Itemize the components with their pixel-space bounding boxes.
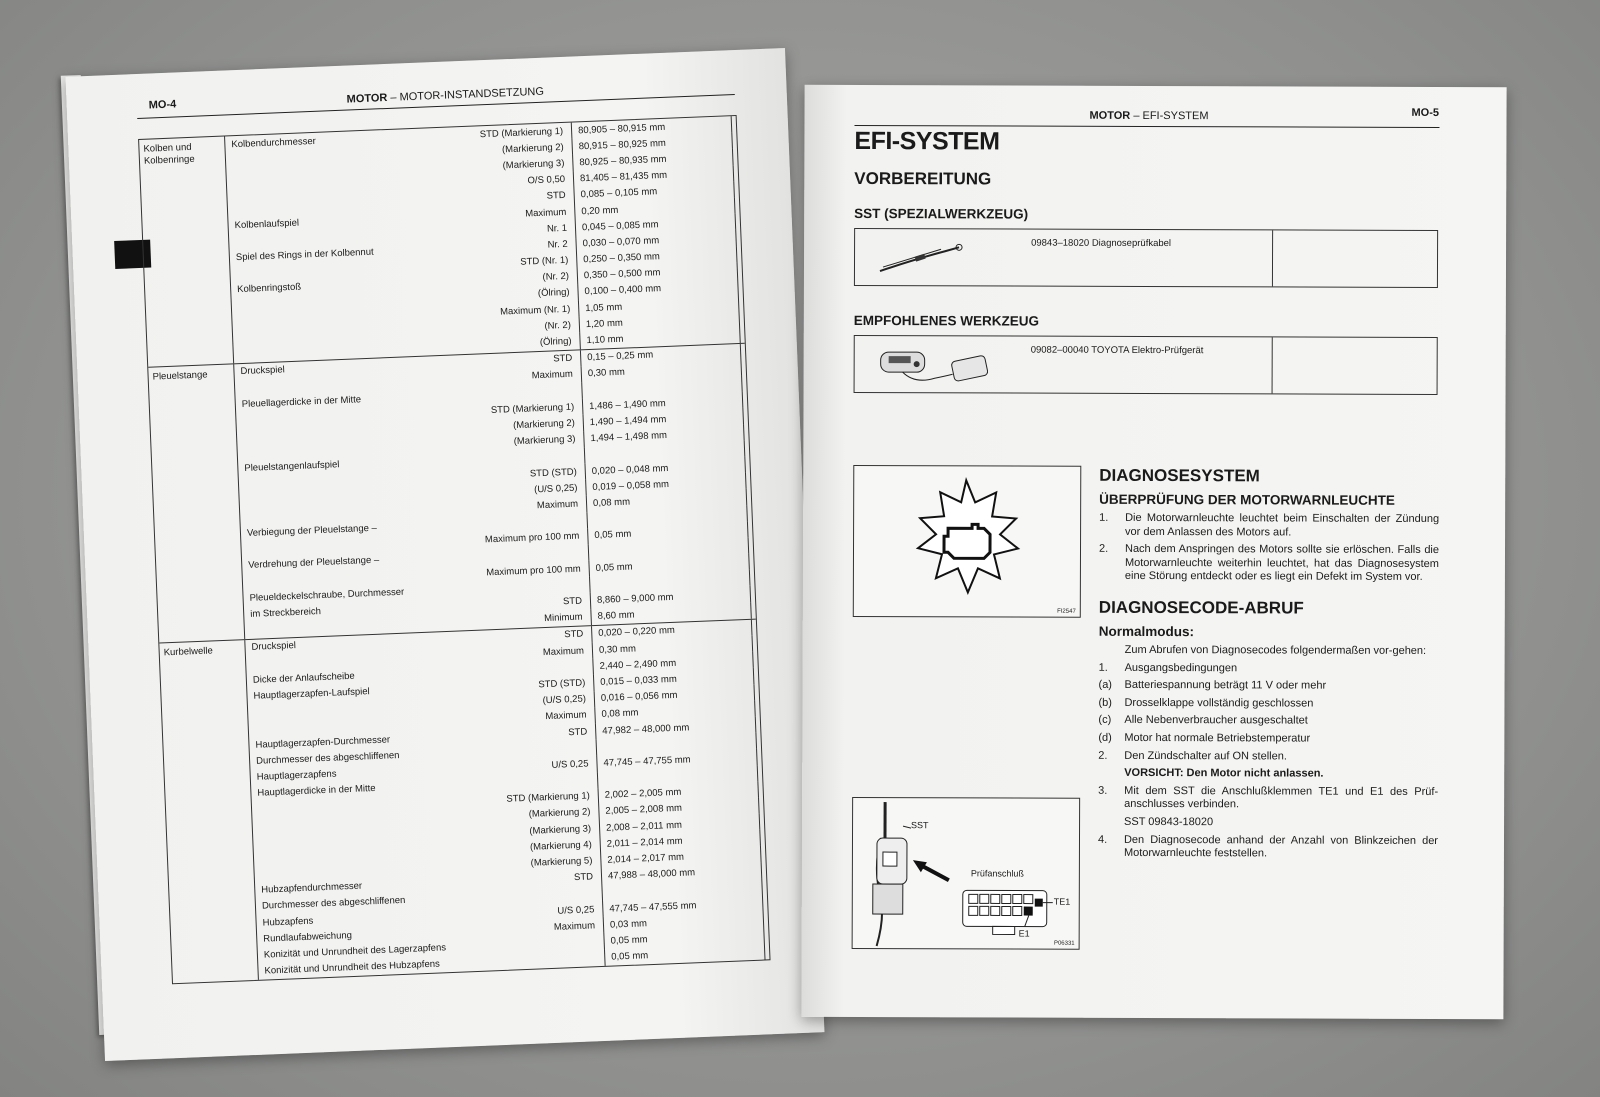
step-item: (a) Batteriespannung beträgt 11 V oder mehr [1098,678,1327,692]
spec-param [253,832,498,842]
spec-value: 0,016 – 0,056 mm [595,684,756,707]
sst-tool-box [854,228,1438,288]
spec-param [254,848,499,858]
spec-component [148,364,245,642]
spec-param: Durchmesser des abgeschliffenen [255,749,400,767]
spec-condition: STD [494,723,597,743]
spec-param [239,475,484,485]
spec-param [248,703,493,713]
step-item: (b) Drosselklappe vollständig geschlossen [1098,696,1314,710]
spec-param: Konizität und Unrundheit des Hubzapfens [264,958,441,977]
spec-condition: (Markierung 3) [498,820,601,840]
spec-condition: STD [489,593,592,613]
spec-param: Pleueldeckelschraube, Durchmesser [249,586,405,604]
spec-condition: STD (Nr. 1) [475,252,578,272]
spec-value: 0,08 mm [595,700,756,723]
spec-value: 8,60 mm [591,602,752,625]
spec-condition: STD [500,869,603,889]
spec-param: Kolbenlaufspiel [234,217,300,231]
spec-value: 80,905 – 80,915 mm [572,116,733,139]
spec-param [240,492,485,502]
spec-param: Pleuelstangenlaufspiel [244,459,340,475]
diagnostic-cable-icon [875,237,965,277]
spec-group [139,116,745,367]
component-label: Pleuelstange [152,369,208,383]
spec-value: 2,440 – 2,490 mm [593,652,754,675]
step-item: 3. Mit dem SST die Anschlußklemmen TE1 und E1 des Prüf-anschlusses verbinden. [1098,784,1439,811]
spec-condition: STD (Markierung 1) [470,123,573,143]
spec-value: 0,08 mm [587,489,748,512]
step-item: 4. Den Diagnosecode anhand der Anzahl von Blinkzeichen der Motorwarnleuchte feststellen. [1097,833,1439,860]
spec-value: 2,011 – 2,014 mm [600,830,761,853]
spec-param: Hauptlagerzapfens [256,768,337,783]
spec-param: Durchmesser des abgeschliffenen [261,895,406,913]
spec-param: Verbiegung der Pleuelstange – [246,522,378,540]
electric-tester-icon [875,344,1005,388]
right-page [801,85,1506,1019]
spec-value: 1,20 mm [580,310,741,333]
spec-param: Hubzapfendurchmesser [261,880,363,896]
figure2-e1-label: E1 [1018,928,1030,939]
spec-condition: STD [490,626,593,646]
warning-lamp-figure [853,465,1082,618]
tools-item-label: 09082–00040 TOYOTA Elektro-Prüfgerät [1030,344,1204,357]
spec-value: 2,008 – 2,011 mm [600,814,761,837]
figure2-code: P06331 [1053,940,1075,947]
spec-group [159,619,769,983]
spec-condition: O/S 0,50 [472,171,575,191]
spec-param: im Streckbereich [250,606,322,620]
left-page [66,48,825,1061]
sst-heading: SST (SPEZIALWERKZEUG) [854,205,1029,222]
spec-param [237,427,482,437]
spec-condition: Minimum [489,609,592,629]
spec-param: Hauptlagerzapfen-Durchmesser [255,733,391,751]
spec-condition: STD (STD) [492,674,595,694]
spec-param [245,621,490,631]
left-page-code: MO-4 [148,98,177,112]
engine-warning-lamp-icon [854,466,1081,617]
figure1-code: FI2547 [1057,608,1076,615]
spec-param [249,719,494,729]
spec-value: 0,03 mm [604,911,765,934]
spec-value: 0,020 – 0,220 mm [592,620,753,643]
spec-condition: Maximum [502,917,605,937]
spec-condition: (Markierung 5) [499,852,602,872]
spec-value: 47,982 – 48,000 mm [596,717,757,740]
spec-value: 0,019 – 0,058 mm [586,473,747,496]
spec-param [246,654,491,664]
tools-heading: EMPFOHLENES WERKZEUG [853,312,1040,329]
spec-condition: (U/S 0,25) [493,691,596,711]
spec-condition: STD (STD) [484,463,587,483]
sst-box-divider [1272,230,1273,286]
spec-value: 80,915 – 80,925 mm [572,132,733,155]
spec-table [138,115,770,984]
spec-group [148,343,756,643]
spec-condition: Nr. 1 [474,220,577,240]
spec-value: 0,30 mm [593,636,754,659]
spec-value: 0,020 – 0,048 mm [585,457,746,480]
spec-param [233,329,478,339]
caution-text: VORSICHT: Den Motor nicht anlassen. [1124,767,1324,780]
spec-param [235,378,480,388]
spec-value: 0,05 mm [589,554,750,577]
component-label: Kolbenringe [143,153,195,167]
check-heading: ÜBERPRÜFUNG DER MOTORWARNLEUCHTE [1099,491,1395,508]
step-item: 2. Den Zündschalter auf ON stellen. [1098,749,1287,763]
spec-param [232,296,477,306]
spec-param [236,411,481,421]
left-page-header: MOTOR – MOTOR-INSTANDSETZUNG [346,85,545,106]
spec-param: Dicke der Anlaufscheibe [252,670,355,686]
spec-param: Verdrehung der Pleuelstange – [248,555,380,572]
page-title: EFI-SYSTEM [854,126,1000,156]
spec-condition: Maximum pro 100 mm [487,560,590,580]
spec-value: 2,014 – 2,017 mm [601,846,762,869]
spec-condition: Nr. 2 [474,236,577,256]
spec-param [233,313,478,323]
spec-param [228,199,473,209]
spec-condition: U/S 0,25 [495,755,598,775]
diag-heading: DIAGNOSESYSTEM [1099,465,1260,486]
spec-param: Druckspiel [251,640,297,654]
spec-condition: (Markierung 2) [497,804,600,824]
spec-condition: Maximum [473,203,576,223]
spec-param [231,264,476,274]
spec-param: Pleuellagerdicke in der Mitte [241,393,362,410]
spec-condition: STD [472,187,575,207]
step-item: (c) Alle Nebenverbraucher ausgeschaltet [1098,714,1308,727]
spec-value: 8,860 – 9,000 mm [591,586,752,609]
spec-value: 0,250 – 0,350 mm [577,246,738,269]
step-item: (d) Motor hat normale Betriebstemperatur [1098,731,1311,745]
spec-value: 0,100 – 0,400 mm [578,278,739,301]
connector-figure [852,797,1081,950]
spec-value: 0,20 mm [575,197,736,220]
spec-param [240,508,485,518]
spec-param [255,865,500,875]
spec-condition: U/S 0,25 [501,901,604,921]
prep-heading: VORBEREITUNG [854,168,992,189]
spec-param [242,540,487,550]
spec-param [227,167,472,177]
step-item: 1. Ausgangsbedingungen [1098,661,1238,674]
spec-param: Konizität und Unrundheit des Lagerzapfens [263,942,447,961]
spec-condition: (Markierung 3) [471,155,574,175]
spec-param [227,183,472,193]
spec-condition: (Markierung 2) [482,415,585,435]
spec-condition: (Nr. 2) [478,317,581,337]
spec-value: 1,05 mm [579,294,740,317]
check-item: 2. Nach dem Anspringen des Motors sollte sie erlöschen. Falls die Motorwarnleuchte weiterhin leuchtet, hat das Diagnosesystem eine Störung entdeckt oder es liegt ein Defekt im System vor. [1098,542,1440,584]
spec-value: 2,002 – 2,005 mm [598,781,759,804]
spec-value: 0,085 – 0,105 mm [574,181,735,204]
sst-item-label: 09843–18020 Diagnoseprüfkabel [1031,237,1172,250]
spec-param [253,816,498,826]
sst-reference: SST 09843-18020 [1124,815,1214,829]
spec-condition [503,949,606,969]
spec-value: 0,30 mm [582,360,743,383]
spec-condition: Maximum [480,366,583,386]
spec-value: 0,15 – 0,25 mm [581,344,742,367]
component-label: Kolben und [143,141,192,155]
spec-condition: Maximum [493,707,596,727]
spec-condition: (Markierung 4) [499,836,602,856]
spec-value: 1,486 – 1,490 mm [583,392,744,415]
figure2-sst-label: SST [911,820,929,831]
spec-value: 0,045 – 0,085 mm [576,213,737,236]
mode-heading: Normalmodus: [1098,623,1195,640]
spec-value: 1,494 – 1,498 mm [584,424,745,447]
spec-condition: Maximum [485,496,588,516]
spec-condition: (Markierung 2) [470,139,573,159]
spec-condition: (Markierung 3) [482,431,585,451]
check-connector-diagram [853,798,1080,949]
spec-value: 81,405 – 81,435 mm [574,165,735,188]
spec-value: 47,745 – 47,755 mm [597,749,758,772]
spec-condition: STD (Markierung 1) [497,788,600,808]
spec-param [234,345,479,355]
check-list [1099,512,1439,589]
spec-param [229,232,474,242]
spec-param [252,800,497,810]
code-heading: DIAGNOSECODE-ABRUF [1098,597,1304,618]
spec-param: Rundlaufabweichung [263,929,353,945]
spec-value: 47,988 – 48,000 mm [602,862,763,885]
spec-param [243,572,488,582]
spec-param [226,151,471,161]
spec-param: Hubzapfens [262,915,314,929]
component-label: Kurbelwelle [163,645,214,659]
spec-value: 47,745 – 47,555 mm [603,895,764,918]
spec-component [139,136,234,366]
spec-condition: (Ölring) [476,284,579,304]
spec-condition: STD (Markierung 1) [481,399,584,419]
spec-condition: Maximum (Nr. 1) [477,300,580,320]
spec-value: 0,05 mm [605,943,766,966]
spec-component [159,640,259,983]
spec-condition: (U/S 0,25) [484,479,587,499]
spec-condition: (Ölring) [478,333,581,353]
spec-value: 80,925 – 80,935 mm [573,148,734,171]
spec-param: Kolbenringstoß [236,281,302,296]
spec-value: 1,10 mm [580,326,741,349]
figure2-te1-label: TE1 [1053,896,1071,907]
right-page-header: MOTOR – EFI-SYSTEM [1089,109,1209,123]
spec-param: Druckspiel [240,364,286,378]
tools-box-divider [1272,337,1273,393]
intro-text: Zum Abrufen von Diagnosecodes folgendermaßen vor-gehen: [1124,643,1427,657]
spec-value: 0,350 – 0,500 mm [578,262,739,285]
spec-condition: STD [479,350,582,370]
spec-condition: Maximum [491,642,594,662]
spec-param: Hauptlagerdicke in der Mitte [257,783,376,799]
check-item: 1. Die Motorwarnleuchte leuchtet beim Einschalten der Zündung vor dem Anlassen des Motors auf. [1099,511,1440,539]
spec-value: 1,490 – 1,494 mm [584,408,745,431]
spec-value: 0,015 – 0,033 mm [594,668,755,691]
spec-param: Spiel des Rings in der Kolbennut [235,246,374,264]
spec-value: 0,05 mm [588,522,749,545]
tools-box [854,335,1438,395]
spec-value: 0,030 – 0,070 mm [576,229,737,252]
right-page-code: MO-5 [1411,106,1440,119]
spec-condition: Maximum pro 100 mm [486,528,589,548]
spec-param: Hauptlagerzapfen-Laufspiel [253,686,370,702]
spec-value: 2,005 – 2,008 mm [599,797,760,820]
spec-condition: (Nr. 2) [476,268,579,288]
spec-value: 0,05 mm [604,927,765,950]
spec-param [238,443,483,453]
procedure-list [1098,644,1439,866]
figure2-port-label: Prüfanschluß [970,868,1024,879]
spec-param: Kolbendurchmesser [231,135,317,150]
